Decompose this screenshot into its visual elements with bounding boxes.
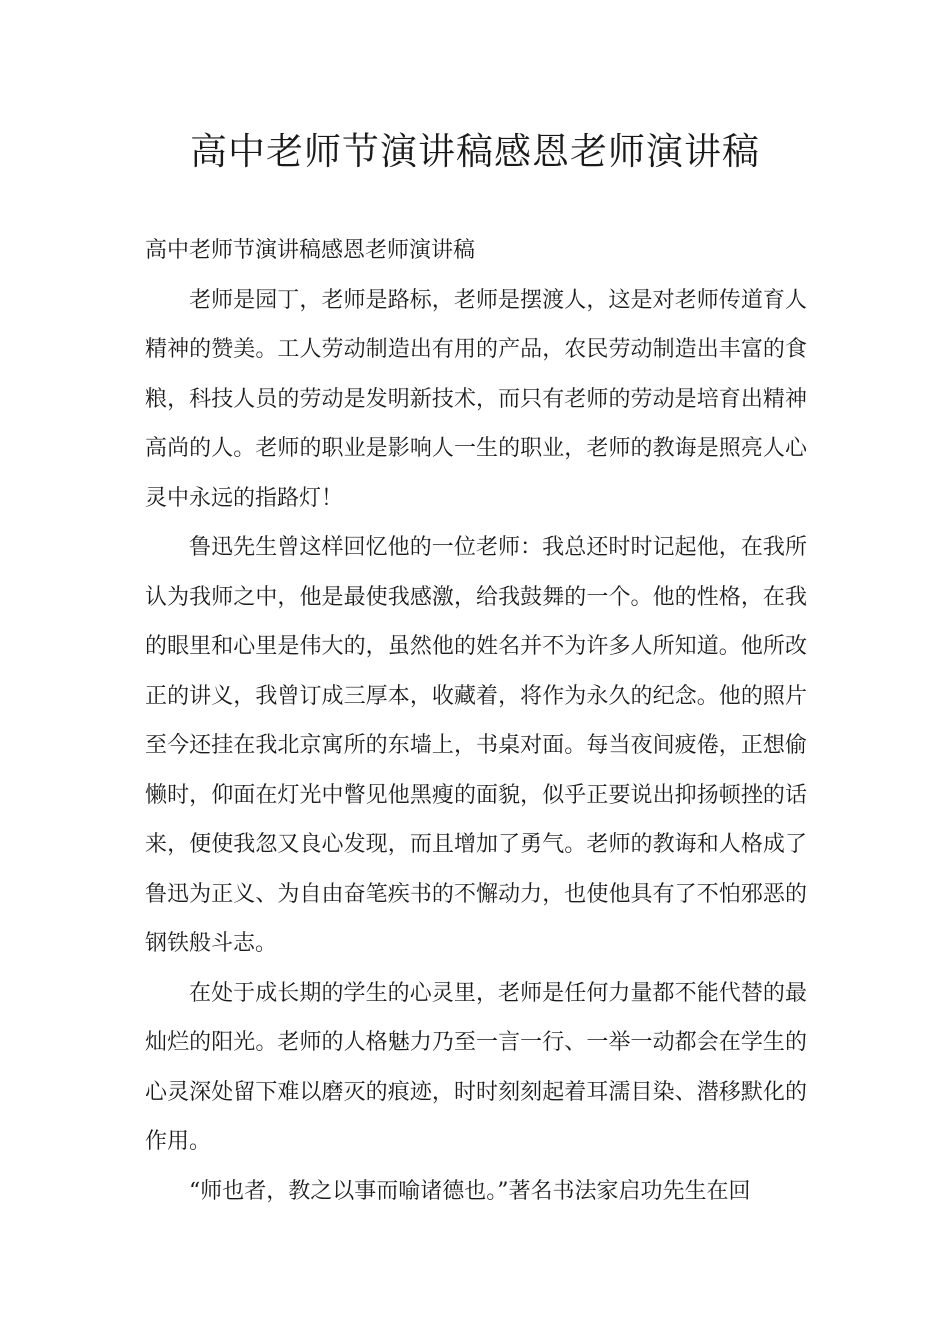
paragraph: 鲁迅先生曾这样回忆他的一位老师：我总还时时记起他，在我所认为我师之中，他是最使我感激，给我鼓舞的一个。他的性格，在我的眼里和心里是伟大的，虽然他的姓名并不为许多人所知道。他所改正的讲义，我曾订成三厚本，收藏着，将作为永久的纪念。他的照片至今还挂在我北京寓所的东墙上，书桌对面。每当夜间疲倦，正想偷懒时，仰面在灯光中瞥见他黑瘦的面貌，似乎正要说出抑扬顿挫的话来，便使我忽又良心发现，而且增加了勇气。老师的教诲和人格成了鲁迅为正义、为自由奋笔疾书的不懈动力，也使他具有了不怕邪恶的钢铁般斗志。 xyxy=(145,535,807,956)
paragraph: 老师是园丁，老师是路标，老师是摆渡人，这是对老师传道育人精神的赞美。工人劳动制造出有用的产品，农民劳动制造出丰富的食粮，科技人员的劳动是发明新技术，而只有老师的劳动是培育出精神高尚的人。老师的职业是影响人一生的职业，老师的教诲是照亮人心灵中永远的指路灯！ xyxy=(145,287,807,511)
paragraph: “师也者，教之以事而喻诸德也。”著名书法家启功先生在回 xyxy=(189,1178,751,1204)
paragraph: 在处于成长期的学生的心灵里，老师是任何力量都不能代替的最灿烂的阳光。老师的人格魅力乃至一言一行、一举一动都会在学生的心灵深处留下难以磨灭的痕迹，时时刻刻起着耳濡目染、潜移默化的作用。 xyxy=(145,980,807,1154)
document-subtitle: 高中老师节演讲稿感恩老师演讲稿 xyxy=(145,238,476,263)
document-title: 高中老师节演讲稿感恩老师演讲稿 xyxy=(190,130,760,173)
document-body xyxy=(145,226,807,1216)
